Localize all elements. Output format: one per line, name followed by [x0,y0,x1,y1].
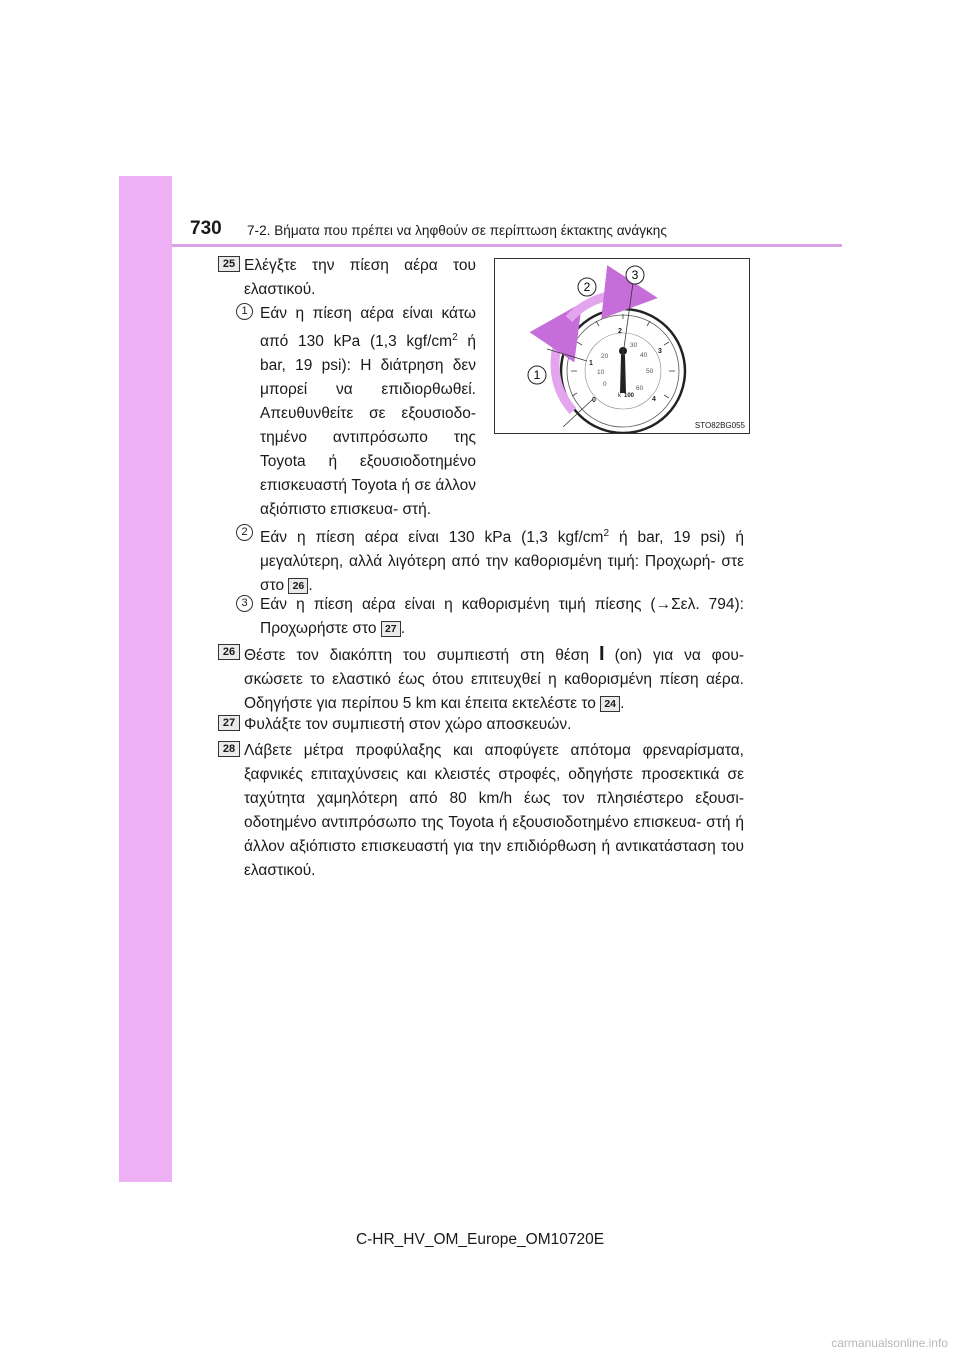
step-badge-26: 26 [218,644,240,660]
step-25-sub2-text: Εάν η πίεση αέρα είναι 130 kPa (1,3 kgf/$cm^2$ ή bar, 19 psi) ή μεγαλύτερη, αλλά λιγότερη από την καθορισμένη τιμή: Προχωρή- στε στο 26 . [260,528,745,595]
gauge-outer-1: 1 [589,360,593,367]
step-27-text: Φυλάξτε τον συμπιεστή στον χώρο αποσκευών. [244,716,572,733]
gauge-outer-4: 4 [652,396,656,403]
step-ref-24[interactable]: 24 [600,696,620,712]
marker-1: 1 [236,303,253,320]
gauge-inner-40: 40 [640,352,648,359]
step-25-sub3-text: Εάν η πίεση αέρα είναι η καθορισμένη τιμή πίεσης (→Σελ. 794): Προχωρήστε στο 27 . [260,596,744,637]
gauge-outer-0: 0 [592,397,596,404]
gauge-outer-2: 2 [618,328,622,335]
gauge-bottom-label: 100 [624,393,635,399]
svg-text:1: 1 [533,368,541,382]
watermark: carmanualsonline.info [831,1336,948,1350]
gauge-inner-60: 60 [636,385,644,392]
step-badge-27: 27 [218,715,240,731]
svg-text:3: 3 [631,268,639,282]
step-badge-25: 25 [218,256,240,272]
step-26-text: Θέστε τον διακόπτη του συμπιεστή στη θέση I (on) για να φου- σκώσετε το ελαστικό έως ότου επιτευχθεί η καθορισμένη πίεση αέρα. Οδηγήστε για περίπου 5 km και έπειτα εκτελέστε το 24 . [244,643,744,712]
step-ref-26[interactable]: 26 [288,578,308,594]
gauge-inner-30: 30 [630,342,638,349]
svg-text:2: 2 [583,280,591,294]
pressure-gauge-illustration [495,259,749,433]
header-rule [172,244,842,247]
gauge-inner-10: 10 [597,369,605,376]
step-badge-28: 28 [218,741,240,757]
gauge-needle [620,355,626,393]
section-title: 7-2. Βήματα που πρέπει να ληφθούν σε περίπτωση έκτακτης ανάγκης [247,223,667,238]
gauge-figure [494,258,750,434]
page-number: 730 [190,218,222,239]
gauge-inner-20: 20 [601,353,609,360]
switch-on-symbol: I [599,643,605,665]
gauge-outer-3: 3 [658,348,662,355]
gauge-inner-50: 50 [646,368,654,375]
marker-2: 2 [236,524,253,541]
sidebar-tab [119,176,172,1182]
step-28-text: Λάβετε μέτρα προφύλαξης και αποφύγετε απότομα φρεναρίσματα, ξαφνικές επιταχύνσεις και κλειστές στροφές, οδηγήστε προσεκτικά σε ταχύτητα χαμηλότερη από 80 km/h έως τον πλησιέστερο εξουσι- οδοτημένο αντιπρόσωπο της Toyota ή εξουσιοδοτημένο επισκευα- στή ή άλλον αξιόπιστο επισκευαστή για την επιδιόρθωση ή αντικατάσταση του ελαστικού. [244,742,744,879]
step-25-sub1-text: Εάν η πίεση αέρα είναι κάτω από 130 kPa (1,3 kgf/$cm^2$ ή bar, 19 psi): Η διάτρηση δεν μπορεί να επιδιορθωθεί. Απευθυνθείτε σε εξουσιοδο- τημένο αντιπρόσωπο της Toyota ή εξουσιοδοτημένο επισκευαστή Toyota ή σε άλλον αξιόπιστο επισκευα- στή. [260,305,476,519]
step-25-text: Ελέγξτε την πίεση αέρα του ελαστικού. [244,257,476,298]
gauge-unit-label: k [618,393,621,399]
gauge-inner-0: 0 [603,381,607,388]
document-id: C-HR_HV_OM_Europe_OM10720E [355,1231,605,1248]
marker-3: 3 [236,595,253,612]
figure-code: STO82BG055 [694,421,745,430]
step-ref-27[interactable]: 27 [381,621,401,637]
